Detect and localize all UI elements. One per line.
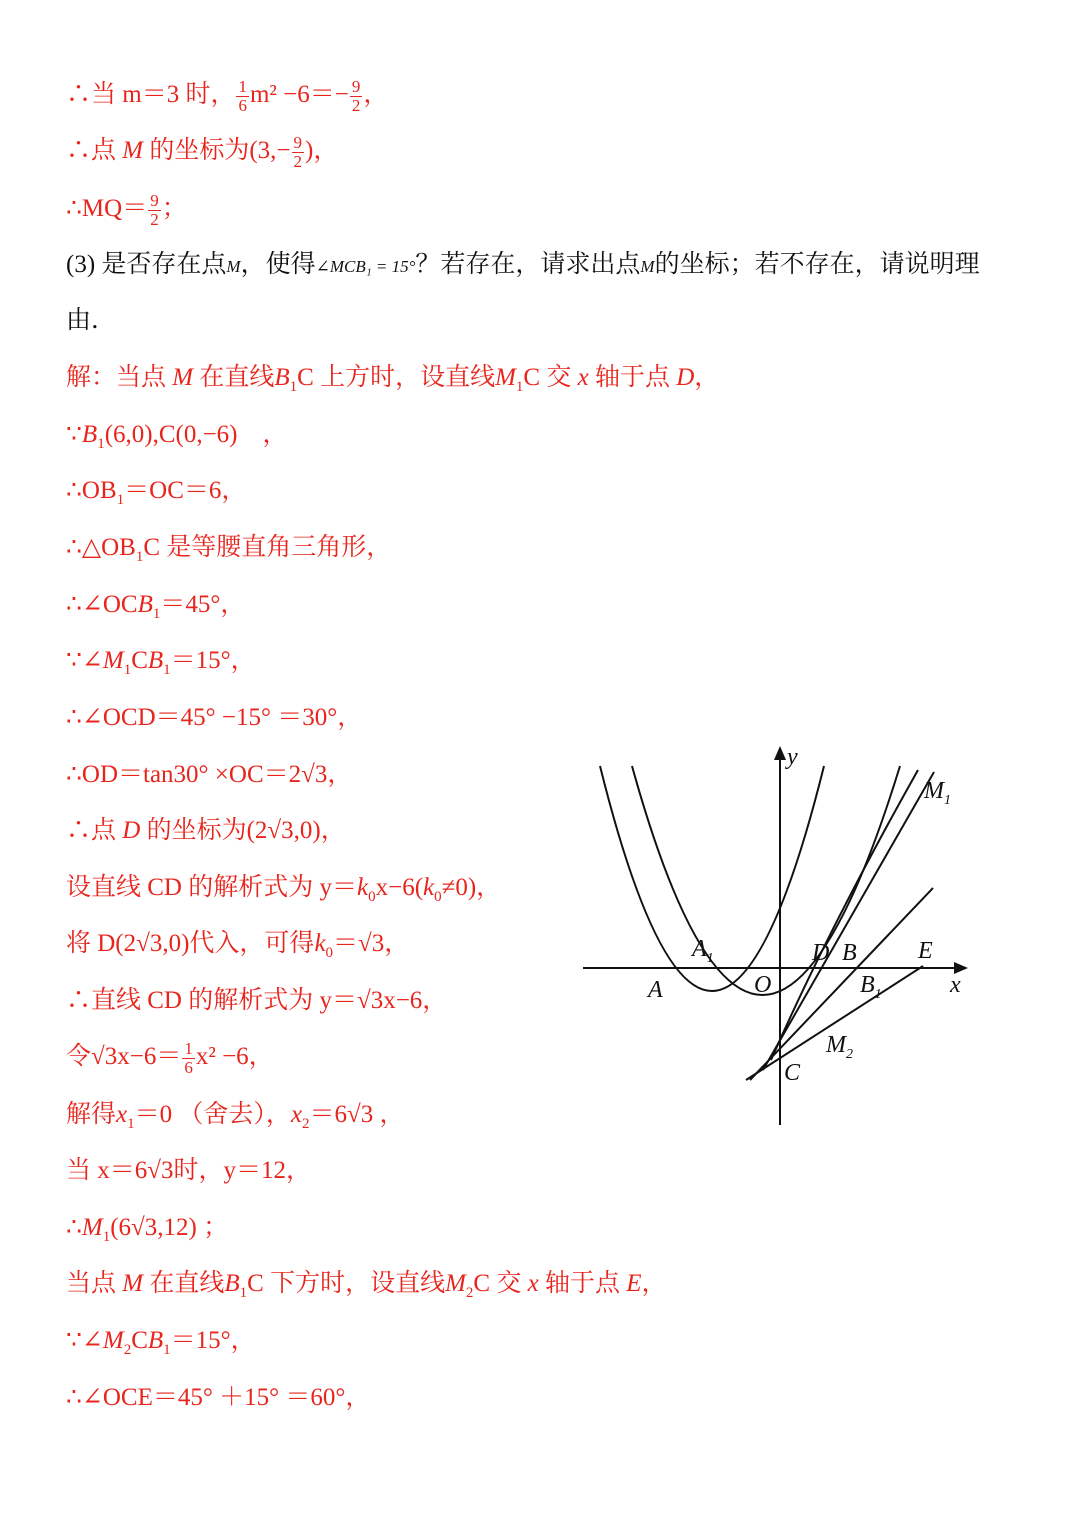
label-e: E [918, 938, 933, 964]
line-text: ＝OC＝6， [124, 477, 247, 504]
line-cd [763, 772, 934, 1070]
question-text: ？若存在，请求出点 [415, 251, 641, 278]
variable: x [290, 1101, 302, 1128]
line-text: ∴当 m＝3 时， [66, 81, 236, 109]
line-text: C [131, 1327, 148, 1354]
fraction-denominator: 2 [293, 152, 303, 171]
line-text: ＝0 （舍去）， [134, 1101, 291, 1128]
solution-line-16 [66, 1040, 274, 1077]
line-ce [746, 966, 923, 1080]
label-a1: $A_1$ [692, 936, 714, 966]
fraction [292, 134, 305, 171]
line-text: ∵∠ [66, 1327, 103, 1354]
line-text: C 上方时，设直线 [297, 364, 496, 391]
fraction [350, 78, 363, 115]
label-origin: O [754, 972, 772, 998]
label-b1: $B_1$ [860, 972, 882, 1002]
line-text: ∴OB [66, 477, 117, 504]
parabola-figure [578, 740, 978, 1130]
line-text: ， [363, 81, 389, 109]
label-x: x [950, 972, 961, 998]
fraction-numerator: 9 [150, 191, 159, 210]
label-d: D [812, 940, 830, 966]
variable: M [640, 257, 655, 276]
subscript: 2 [302, 1116, 310, 1132]
fraction-denominator: 2 [150, 210, 159, 229]
solution-line-12 [66, 814, 346, 848]
variable: B [137, 591, 153, 618]
fraction [148, 192, 161, 229]
subscript: 1 [152, 606, 161, 622]
variable: x [116, 1101, 128, 1128]
line-text: 轴于点 [588, 364, 677, 391]
solution-line-5 [66, 418, 288, 461]
solution-line-4 [66, 361, 719, 404]
solution-line-17 [66, 1098, 404, 1141]
variable: M [81, 1214, 103, 1241]
variable: E [626, 1270, 642, 1297]
question-line-cont [66, 304, 116, 338]
line-text: ； [161, 195, 187, 223]
subscript: 1 [97, 436, 105, 452]
fraction-denominator: 2 [351, 96, 361, 115]
line-text: ， [694, 364, 720, 391]
line-text: (6√3,12) ； [110, 1214, 229, 1241]
variable: M [445, 1270, 466, 1297]
fraction-denominator: 6 [238, 96, 247, 115]
label-a: A [648, 977, 663, 1003]
line-text: x² −6， [195, 1043, 274, 1071]
variable: M [226, 257, 241, 276]
label-m1: $M_1$ [924, 778, 951, 808]
line-text: 的坐标为(3,− [143, 137, 291, 165]
line-text: ∵∠ [66, 647, 103, 674]
label-m2: $M_2$ [826, 1032, 853, 1062]
line-text: 在直线 [143, 1270, 225, 1297]
line-text: ， [641, 1270, 667, 1297]
subscript: 1 [102, 1229, 111, 1245]
line-text: 当 x＝6√3时，y＝12， [66, 1157, 311, 1184]
line-text: 在直线 [193, 364, 275, 391]
subscript: 0 [325, 945, 334, 961]
label-b: B [842, 940, 857, 966]
line-text: ∴∠OCE＝45° ＋15° ＝60°， [66, 1384, 371, 1411]
line-text: ∴点 [66, 817, 123, 844]
solution-line-1 [66, 78, 388, 115]
fraction-numerator: 9 [351, 77, 361, 96]
fraction-numerator: 1 [238, 77, 247, 96]
variable: x [577, 364, 589, 391]
line-text: )， [305, 137, 339, 165]
solution-line-9 [66, 644, 256, 687]
variable: B [81, 421, 98, 448]
solution-line-19 [66, 1211, 228, 1254]
line-text: ＝15°， [170, 647, 256, 674]
solution-line-2 [66, 134, 338, 171]
solution-line-15 [66, 984, 447, 1018]
solution-line-11 [66, 758, 352, 792]
line-text: ∴点 [66, 137, 123, 165]
y-axis-arrow [774, 746, 786, 760]
line-text: ∴MQ＝ [66, 195, 148, 223]
line-text: 解得 [66, 1101, 117, 1128]
question-text: ，使得 [240, 251, 316, 278]
variable: M [495, 364, 516, 391]
line-text: ∵ [66, 421, 82, 448]
variable: B [224, 1270, 240, 1297]
variable: B [274, 364, 290, 391]
line-text: ＝6√3 ， [309, 1101, 405, 1128]
subscript: 2 [465, 1285, 474, 1301]
angle-condition: ∠MCB₁ = 15° [315, 257, 416, 276]
solution-line-10 [66, 701, 362, 735]
line-text: ＝45°， [160, 591, 246, 618]
subscript: 1 [135, 549, 144, 565]
line-text: ∴∠OC [66, 591, 138, 618]
solution-line-14 [66, 927, 409, 970]
subscript: 1 [289, 379, 298, 395]
line-text: 设直线 CD 的解析式为 y＝ [66, 874, 357, 901]
solution-line-3 [66, 192, 187, 229]
line-text: C 下方时，设直线 [247, 1270, 446, 1297]
line-text: ∴直线 CD 的解析式为 y＝√3x−6， [66, 987, 448, 1014]
variable: B [147, 647, 164, 674]
solution-line-22 [66, 1381, 370, 1415]
line-text: ≠0)， [441, 874, 502, 901]
line-text: 轴于点 [538, 1270, 627, 1297]
line-text: 令√3x−6＝ [66, 1043, 182, 1071]
solution-line-13 [66, 871, 501, 914]
variable: D [676, 364, 695, 391]
line-text: ∴OD＝tan30° ×OC＝2√3， [66, 761, 353, 788]
line-text: ＝15°， [170, 1327, 256, 1354]
line-text: C 是等腰直角三角形， [143, 534, 392, 561]
subscript: 1 [239, 1285, 248, 1301]
solution-line-21 [66, 1324, 256, 1367]
question-text: 的坐标；若不存在，请说明理 [654, 251, 980, 278]
variable: k [314, 930, 326, 957]
line-text: ∴ [66, 1214, 82, 1241]
fraction [182, 1040, 195, 1077]
solution-line-20 [66, 1267, 667, 1310]
subscript: 0 [434, 889, 442, 905]
label-c: C [784, 1060, 801, 1086]
variable: M [122, 137, 144, 165]
question-text: 由． [66, 307, 117, 334]
subscript: 1 [127, 1116, 135, 1132]
question-text: (3) 是否存在点 [66, 251, 227, 278]
line-text: 的坐标为(2√3,0)， [140, 817, 346, 844]
line-text: 解：当点 [66, 364, 173, 391]
solution-line-18 [66, 1154, 311, 1188]
line-text: 当点 [66, 1270, 123, 1297]
variable: x [527, 1270, 539, 1297]
subscript: 1 [163, 1342, 171, 1358]
line-text: (6,0),C(0,−6) ， [104, 421, 288, 448]
subscript: 1 [123, 662, 132, 678]
fraction-numerator: 9 [293, 133, 303, 152]
subscript: 1 [163, 662, 171, 678]
label-y: y [787, 744, 798, 770]
line-text: ∴∠OCD＝45° −15° ＝30°， [66, 704, 363, 731]
subscript: 1 [515, 379, 524, 395]
variable: k [356, 874, 369, 901]
solution-line-7 [66, 531, 391, 574]
solution-line-6 [66, 474, 246, 517]
fraction-numerator: 1 [184, 1039, 193, 1058]
fraction [236, 78, 249, 115]
subscript: 0 [368, 889, 376, 905]
line-text: C [131, 647, 148, 674]
line-text: C 交 [523, 364, 578, 391]
line-text: 将 D(2√3,0)代入，可得 [66, 930, 315, 957]
subscript: 2 [123, 1342, 132, 1358]
parabola-original [632, 766, 900, 995]
variable: D [122, 817, 141, 844]
variable: M [102, 647, 124, 674]
variable: k [423, 874, 435, 901]
line-text: ∴△OB [66, 534, 136, 561]
line-text: ＝√3， [333, 930, 410, 957]
line-text: C 交 [473, 1270, 528, 1297]
variable: M [172, 364, 194, 391]
line-text: m² −6＝− [249, 81, 349, 109]
variable: M [122, 1270, 144, 1297]
question-line [66, 248, 980, 284]
line-text: x−6( [375, 874, 424, 901]
solution-line-8 [66, 588, 245, 631]
fraction-denominator: 6 [184, 1058, 193, 1077]
variable: M [102, 1327, 124, 1354]
subscript: 1 [116, 492, 125, 508]
variable: B [147, 1327, 164, 1354]
